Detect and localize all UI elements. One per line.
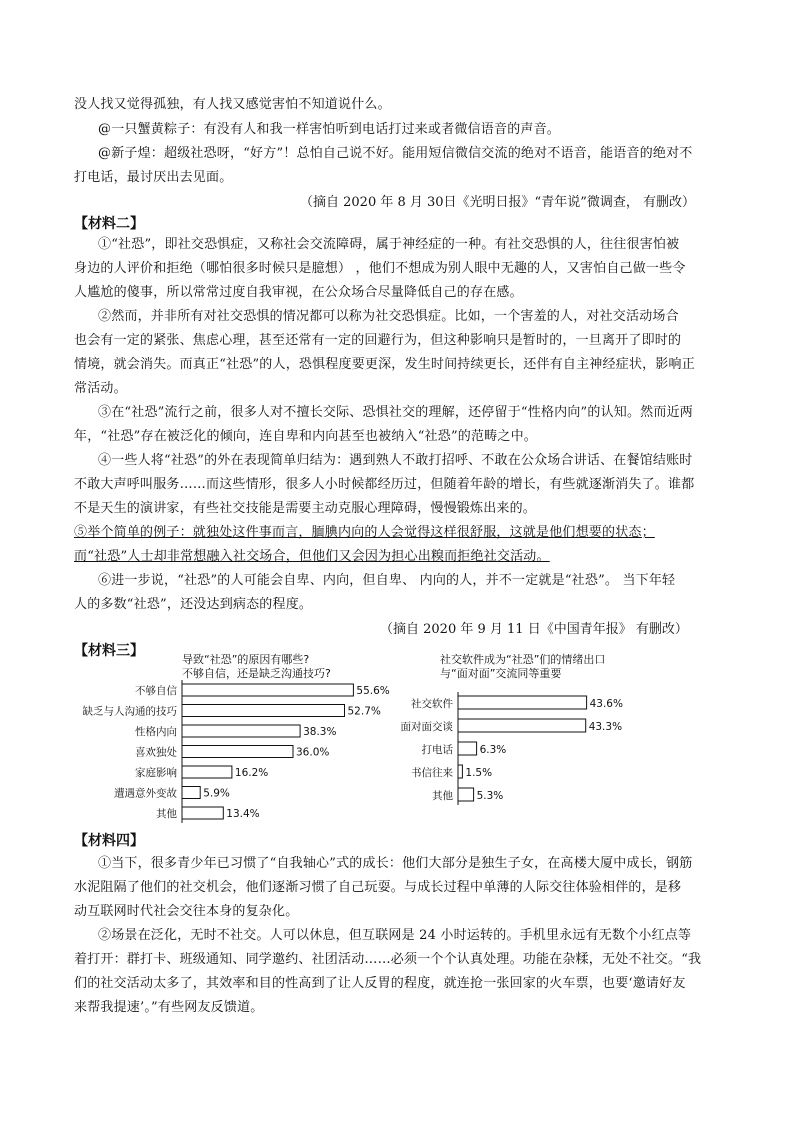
category-label: 书信往来: [411, 767, 453, 779]
source-citation: （摘自 2020 年 8 月 30日《光明日报》“青年说”微调查， 有删改）: [300, 195, 695, 210]
underlined-line: 而“社恐”人士却非常想融入社交场合，但他们又会因为担心出糗而拒绝社交活动。: [74, 549, 550, 564]
bar: [182, 705, 345, 717]
category-label: 缺乏与人沟通的技巧: [82, 705, 177, 718]
paragraph-line: 也会有一定的紧张、焦虑心理，甚至还常有一定的回避行为，但这种影响只是暂时的，一旦离开了即时的: [74, 333, 682, 348]
bar: [458, 788, 474, 801]
paragraph-line: ①当下，很多青少年已习惯了“自我轴心”式的成长：他们大部分是独生子女，在高楼大厦中成长，钢筋: [98, 856, 693, 871]
paragraph-line: 着打开：群打卡、班级通知、同学邀约、社团活动……必须一个个认真处理。功能在杂糅，无处不社交。“我: [74, 952, 702, 967]
value-label: 43.6%: [589, 698, 623, 710]
paragraph-line: 来帮我提速’。”有些网友反馈道。: [74, 1000, 264, 1015]
paragraph-line: ④一些人将“社恐”的外在表现简单归结为：遇到熟人不敢打招呼、不敢在公众场合讲话、在餐馆结账时: [98, 453, 693, 468]
paragraph-line: 人尴尬的傻事，所以常常过度自我审视，在公众场合尽量降低自己的存在感。: [74, 285, 523, 300]
bar: [182, 766, 232, 778]
value-label: 38.3%: [303, 726, 337, 738]
intro-line: @新子煌：超级社恐呀，“好方”！总怕自己说不好。能用短信微信交流的绝对不语音，能语音的绝对不: [98, 146, 693, 161]
paragraph-line: 动互联网时代社会交往本身的复杂化。: [74, 904, 299, 919]
category-label: 喜欢独处: [135, 746, 177, 759]
paragraph-line: 水泥阻隔了他们的社交机会，他们逐渐习惯了自己玩耍。与成长过程中单薄的人际交往体验相伴的，是移: [74, 880, 682, 895]
chart-title: 社交软件成为“社恐”们的情绪出口: [440, 653, 606, 666]
paragraph-line: 常活动。: [74, 381, 127, 396]
chart-outlets: [401, 652, 623, 805]
paragraph-line: 们的社交活动太多了，其效率和目的性高到了让人反胃的程度，就连抢一张回家的火车票，也要‘邀请好友: [74, 976, 686, 991]
intro-line: @一只蟹黄粽子：有没有人和我一样害怕听到电话打过来或者微信语音的声音。: [98, 122, 561, 137]
value-label: 13.4%: [226, 808, 260, 820]
paragraph-line: 年，“社恐”存在被泛化的倾向，连自卑和内向甚至也被纳入“社恐”的范畴之中。: [74, 429, 537, 444]
intro-line: 打电话，最讨厌出去见面。: [74, 170, 233, 185]
value-label: 43.3%: [588, 721, 623, 733]
bar: [458, 765, 462, 778]
underlined-line: ⑤举个简单的例子：就独处这件事而言，腼腆内向的人会觉得这样很舒服，这就是他们想要的状态；: [74, 525, 655, 540]
paragraph-line: ①“社恐”，即社交恐惧症，又称社会交流障碍，属于神经症的一种。有社交恐惧的人，往往很害怕被: [98, 237, 680, 252]
value-label: 55.6%: [356, 685, 390, 697]
source-citation: （摘自 2020 年 9 月 11 日《中国青年报》 有删改）: [380, 622, 688, 637]
section-heading: 【材料四】: [74, 833, 144, 849]
paragraph-line: ②场景在泛化，无时不社交。人可以休息，但互联网是 24 小时运转的。手机里永远有无数个小红点等: [98, 928, 692, 943]
bar: [182, 684, 353, 696]
category-label: 不够自信: [135, 685, 177, 697]
paragraph-line: 不敢大声呼叫服务……而这些情形，很多人小时候都经历过，但随着年龄的增长，有些就逐渐消失了。谁都: [74, 477, 695, 492]
category-label: 家庭影响: [135, 767, 177, 779]
category-label: 其他: [432, 790, 453, 802]
bar: [458, 719, 586, 732]
value-label: 36.0%: [296, 746, 330, 759]
chart-title: 不够自信，还是缺乏沟通技巧?: [182, 667, 331, 680]
bar: [182, 807, 223, 819]
paragraph-line: ②然而，并非所有对社交恐惧的情况都可以称为社交恐惧症。比如，一个害羞的人，对社交活动场合: [98, 309, 679, 324]
category-label: 遭遇意外变故: [114, 787, 177, 800]
bar: [182, 725, 300, 737]
bar: [458, 742, 477, 755]
value-label: 1.5%: [465, 767, 493, 779]
charts-area: [0, 648, 794, 828]
category-label: 其他: [156, 808, 177, 820]
value-label: 5.3%: [476, 790, 504, 802]
paragraph-line: 情境，就会消失。而真正“社恐”的人，恐惧程度要更深，发生时间持续更长，还伴有自主神经症状，影响正: [74, 357, 695, 372]
paragraph-line: 身边的人评价和拒绝（哪怕很多时候只是臆想） ，他们不想成为别人眼中无趣的人，又害怕自己做一些令: [74, 261, 686, 276]
chart-causes: [83, 652, 390, 823]
section-heading: 【材料二】: [74, 216, 144, 232]
paragraph-line: ⑥进一步说，“社恐”的人可能会自卑、内向，但自卑、 内向的人，并不一定就是“社恐”。 当下年轻: [98, 573, 676, 588]
category-label: 性格内向: [135, 726, 177, 738]
section-heading: 【材料三】: [74, 643, 144, 659]
paragraph-line: 人的多数“社恐”，还没达到病态的程度。: [74, 597, 313, 612]
value-label: 16.2%: [234, 767, 269, 779]
value-label: 6.3%: [479, 744, 507, 756]
chart-title: 与“面对面”交流同等重要: [440, 667, 562, 680]
bar: [182, 787, 200, 799]
category-label: 打电话: [421, 744, 453, 756]
paragraph-line: ③在“社恐”流行之前，很多人对不擅长交际、恐惧社交的理解，还停留于“性格内向”的认知。然而近两: [98, 405, 693, 420]
paragraph-line: 不是天生的演讲家，有些社交技能是需要主动克服心理障碍，慢慢锻炼出来的。: [74, 501, 537, 516]
chart-title: 导致“社恐”的原因有哪些?: [182, 653, 310, 666]
value-label: 5.9%: [203, 787, 230, 800]
intro-line: 没人找又觉得孤独，有人找又感觉害怕不知道说什么。: [74, 97, 391, 112]
value-label: 52.7%: [347, 705, 381, 718]
category-label: 面对面交谈: [400, 721, 453, 733]
bar: [458, 696, 587, 709]
bar: [182, 746, 293, 758]
category-label: 社交软件: [411, 698, 453, 710]
